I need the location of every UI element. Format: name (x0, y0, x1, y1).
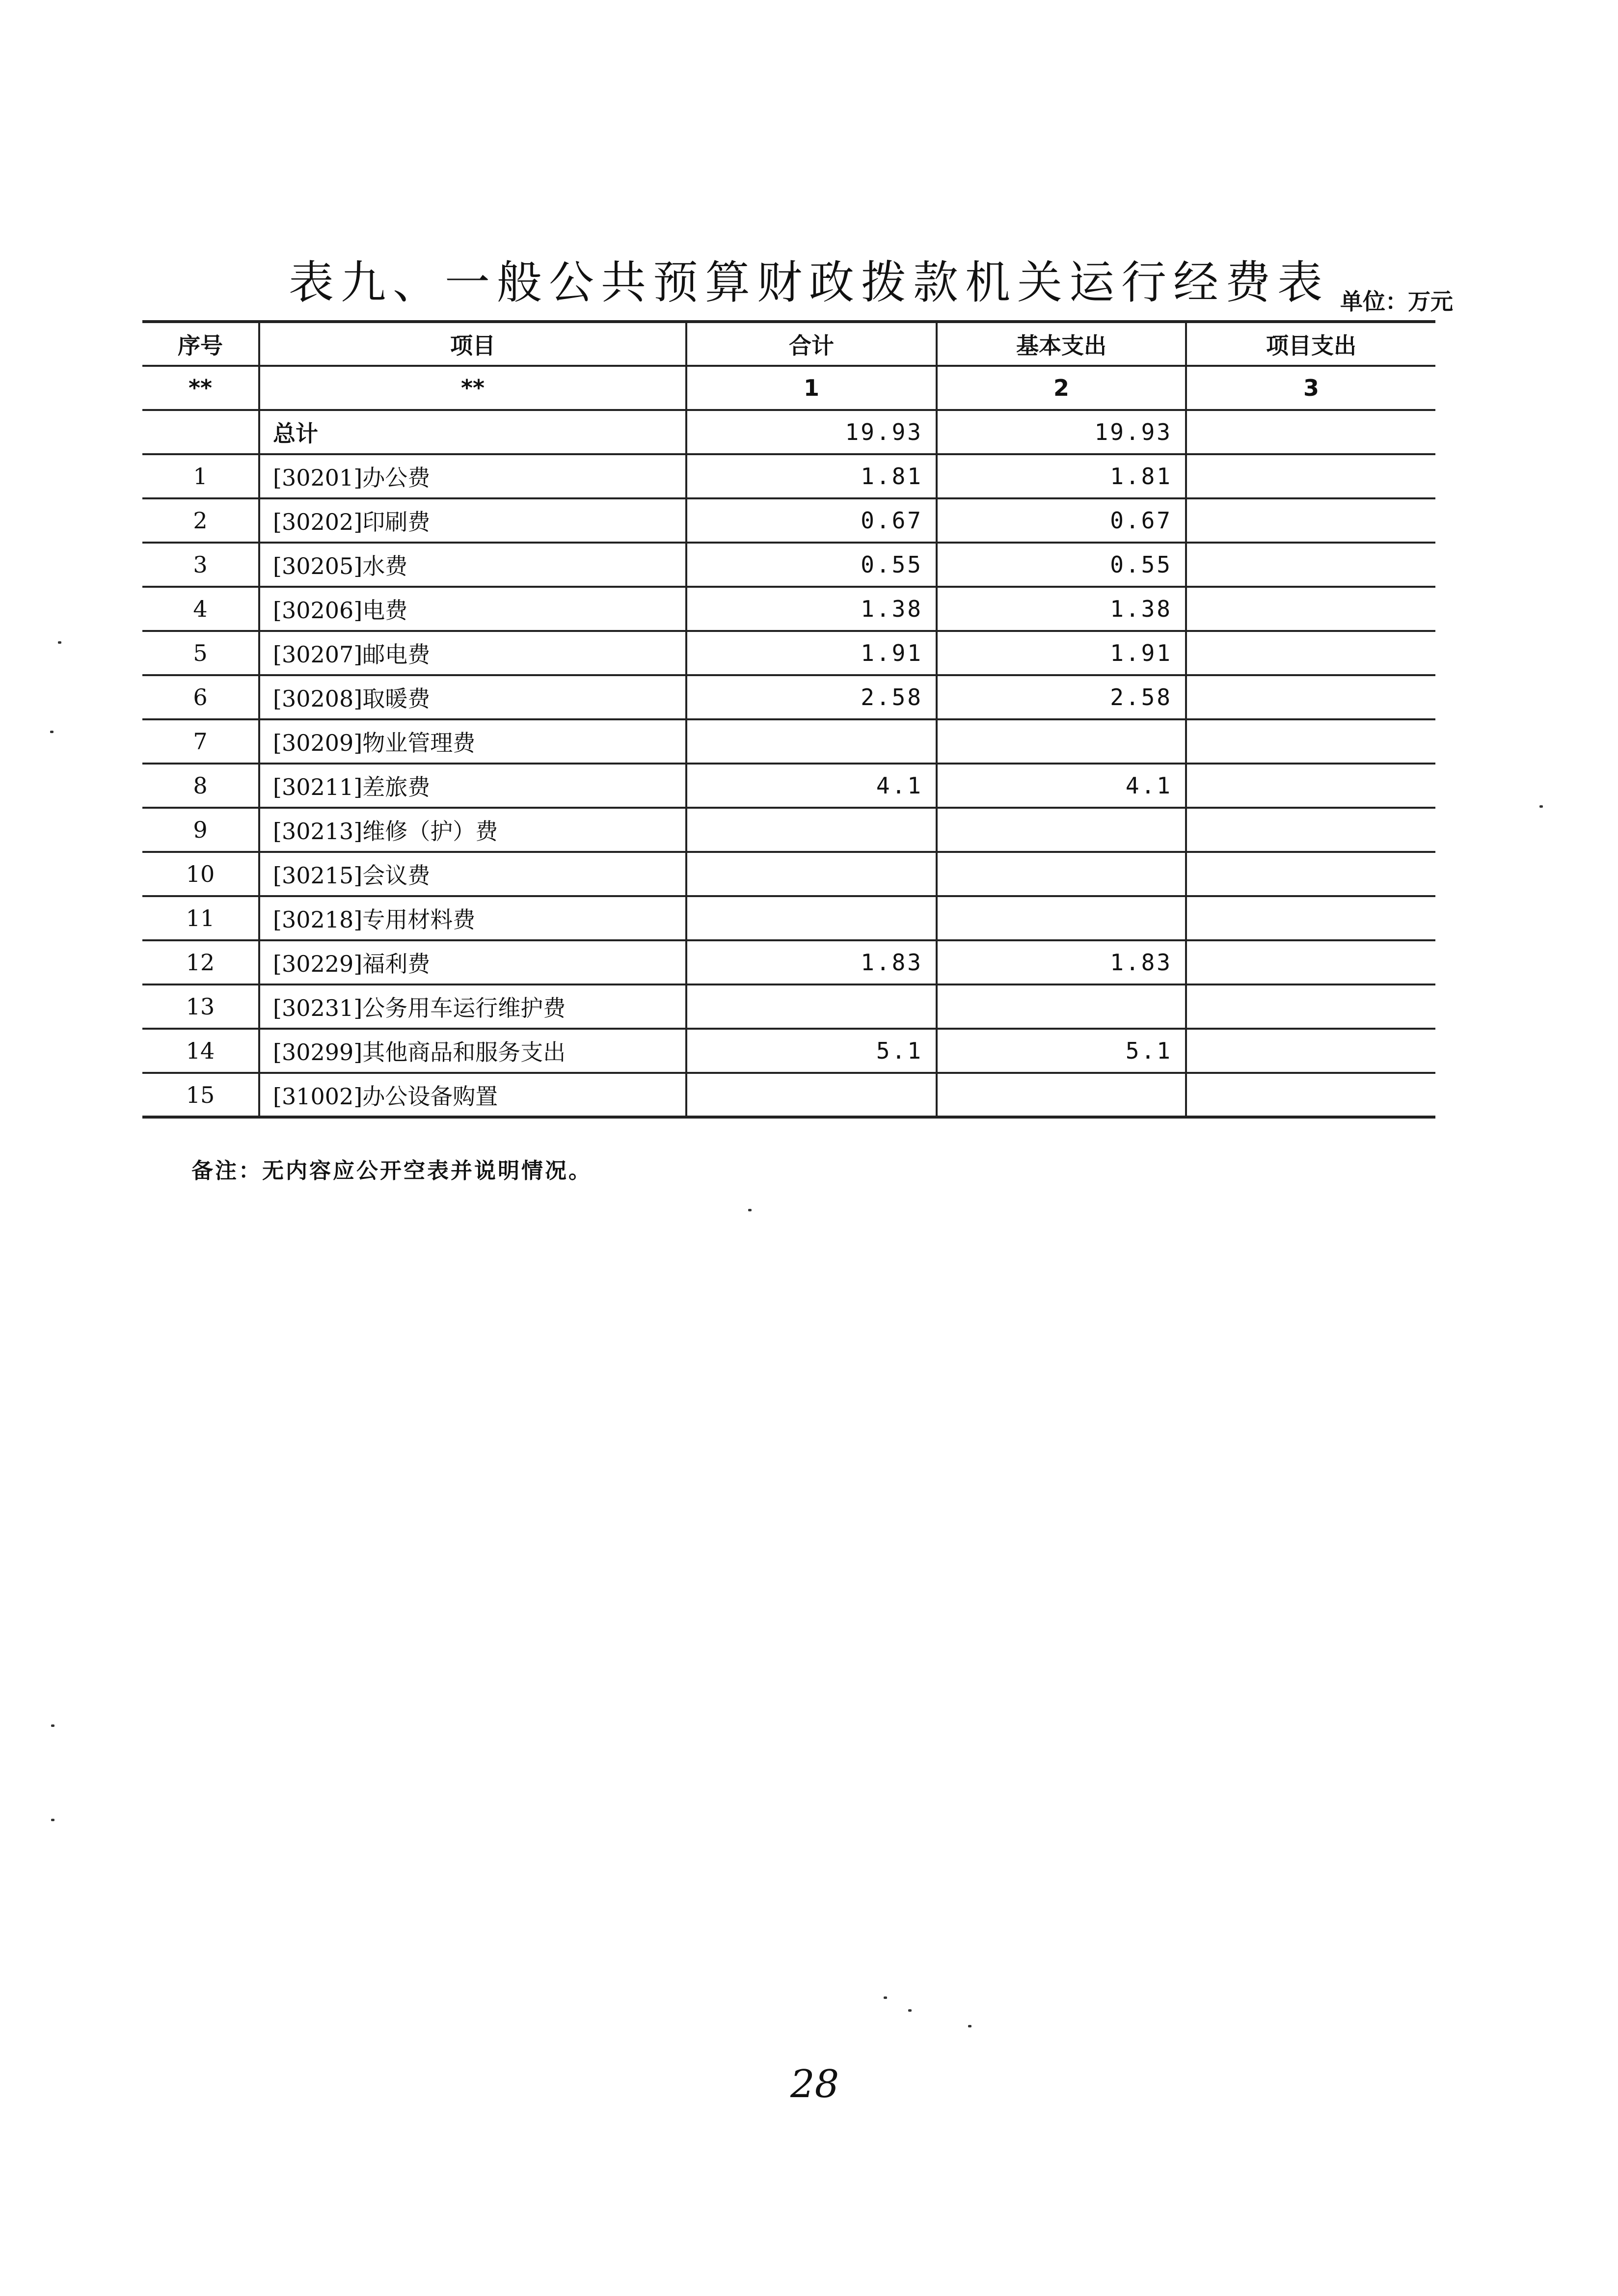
scan-speck (58, 641, 61, 644)
project-cell (1186, 719, 1435, 764)
seq-cell: 2 (142, 498, 259, 543)
scan-speck (1539, 805, 1543, 808)
basic-cell: 1.38 (937, 587, 1186, 631)
basic-cell: 1.91 (937, 631, 1186, 675)
header-project: 项目支出 (1186, 322, 1435, 366)
marker-cell: 2 (937, 366, 1186, 410)
table-row (142, 808, 1435, 852)
table-row (142, 675, 1435, 719)
seq-cell (142, 410, 259, 454)
table-row (142, 984, 1435, 1029)
seq-cell: 6 (142, 675, 259, 719)
seq-cell: 10 (142, 852, 259, 896)
seq-cell: 7 (142, 719, 259, 764)
project-cell (1186, 764, 1435, 808)
total-cell: 0.55 (686, 543, 937, 587)
item-cell: [30299]其他商品和服务支出 (259, 1029, 686, 1073)
basic-cell (937, 984, 1186, 1029)
total-cell (686, 719, 937, 764)
expense-table (142, 320, 1435, 1119)
total-cell: 1.81 (686, 454, 937, 498)
table-row (142, 543, 1435, 587)
table-row (142, 1029, 1435, 1073)
item-cell: [30209]物业管理费 (259, 719, 686, 764)
seq-cell: 15 (142, 1073, 259, 1117)
total-cell: 5.1 (686, 1029, 937, 1073)
basic-cell (937, 852, 1186, 896)
total-cell (686, 984, 937, 1029)
total-cell: 19.93 (686, 410, 937, 454)
marker-cell: ** (259, 366, 686, 410)
header-row (142, 322, 1435, 366)
basic-cell: 19.93 (937, 410, 1186, 454)
seq-cell: 11 (142, 896, 259, 940)
basic-cell (937, 896, 1186, 940)
item-cell: [30201]办公费 (259, 454, 686, 498)
scan-speck (748, 1209, 752, 1211)
scan-speck (51, 1724, 54, 1727)
total-cell (686, 896, 937, 940)
project-cell (1186, 587, 1435, 631)
total-cell: 1.38 (686, 587, 937, 631)
seq-cell: 4 (142, 587, 259, 631)
header-basic: 基本支出 (937, 322, 1186, 366)
basic-cell (937, 1073, 1186, 1117)
seq-cell: 5 (142, 631, 259, 675)
item-cell: [30207]邮电费 (259, 631, 686, 675)
project-cell (1186, 896, 1435, 940)
table-row (142, 764, 1435, 808)
basic-cell: 1.81 (937, 454, 1186, 498)
item-cell: [30229]福利费 (259, 940, 686, 984)
project-cell (1186, 631, 1435, 675)
total-cell: 2.58 (686, 675, 937, 719)
project-cell (1186, 1029, 1435, 1073)
document-title: 表九、一般公共预算财政拨款机关运行经费表 (288, 256, 1329, 309)
page-number: 28 (790, 2062, 839, 2106)
seq-cell: 12 (142, 940, 259, 984)
table-row (142, 631, 1435, 675)
scan-speck (51, 1819, 54, 1821)
header-total: 合计 (686, 322, 937, 366)
item-cell: [30206]电费 (259, 587, 686, 631)
table-row (142, 1073, 1435, 1117)
project-cell (1186, 675, 1435, 719)
scan-speck (908, 2009, 912, 2012)
seq-cell: 1 (142, 454, 259, 498)
seq-cell: 14 (142, 1029, 259, 1073)
header-item: 项目 (259, 322, 686, 366)
item-cell: [30215]会议费 (259, 852, 686, 896)
total-cell: 1.83 (686, 940, 937, 984)
item-cell: [30202]印刷费 (259, 498, 686, 543)
marker-cell: 3 (1186, 366, 1435, 410)
table-row (142, 454, 1435, 498)
basic-cell: 0.55 (937, 543, 1186, 587)
basic-cell (937, 808, 1186, 852)
item-cell: [31002]办公设备购置 (259, 1073, 686, 1117)
total-cell (686, 852, 937, 896)
item-cell: [30205]水费 (259, 543, 686, 587)
basic-cell: 4.1 (937, 764, 1186, 808)
marker-cell: 1 (686, 366, 937, 410)
total-cell: 1.91 (686, 631, 937, 675)
footnote: 备注：无内容应公开空表并说明情况。 (191, 1158, 592, 1183)
item-cell: [30211]差旅费 (259, 764, 686, 808)
project-cell (1186, 940, 1435, 984)
scan-speck (884, 1996, 887, 1999)
item-cell: [30231]公务用车运行维护费 (259, 984, 686, 1029)
total-cell: 4.1 (686, 764, 937, 808)
header-seq: 序号 (142, 322, 259, 366)
total-row (142, 410, 1435, 454)
project-cell (1186, 543, 1435, 587)
total-cell: 0.67 (686, 498, 937, 543)
basic-cell: 0.67 (937, 498, 1186, 543)
item-cell: 总计 (259, 410, 686, 454)
table-row (142, 896, 1435, 940)
total-cell (686, 808, 937, 852)
seq-cell: 9 (142, 808, 259, 852)
scan-speck (50, 731, 54, 733)
project-cell (1186, 454, 1435, 498)
project-cell (1186, 498, 1435, 543)
column-index-row (142, 366, 1435, 410)
table-row (142, 940, 1435, 984)
basic-cell: 1.83 (937, 940, 1186, 984)
project-cell (1186, 410, 1435, 454)
table-row (142, 719, 1435, 764)
seq-cell: 3 (142, 543, 259, 587)
project-cell (1186, 852, 1435, 896)
basic-cell (937, 719, 1186, 764)
table-row (142, 852, 1435, 896)
seq-cell: 8 (142, 764, 259, 808)
item-cell: [30218]专用材料费 (259, 896, 686, 940)
table-row (142, 498, 1435, 543)
project-cell (1186, 808, 1435, 852)
basic-cell: 5.1 (937, 1029, 1186, 1073)
item-cell: [30208]取暖费 (259, 675, 686, 719)
seq-cell: 13 (142, 984, 259, 1029)
project-cell (1186, 1073, 1435, 1117)
item-cell: [30213]维修（护）费 (259, 808, 686, 852)
scan-speck (968, 2025, 971, 2027)
basic-cell: 2.58 (937, 675, 1186, 719)
marker-cell: ** (142, 366, 259, 410)
total-cell (686, 1073, 937, 1117)
unit-label: 单位：万元 (1340, 288, 1453, 315)
project-cell (1186, 984, 1435, 1029)
table-row (142, 587, 1435, 631)
